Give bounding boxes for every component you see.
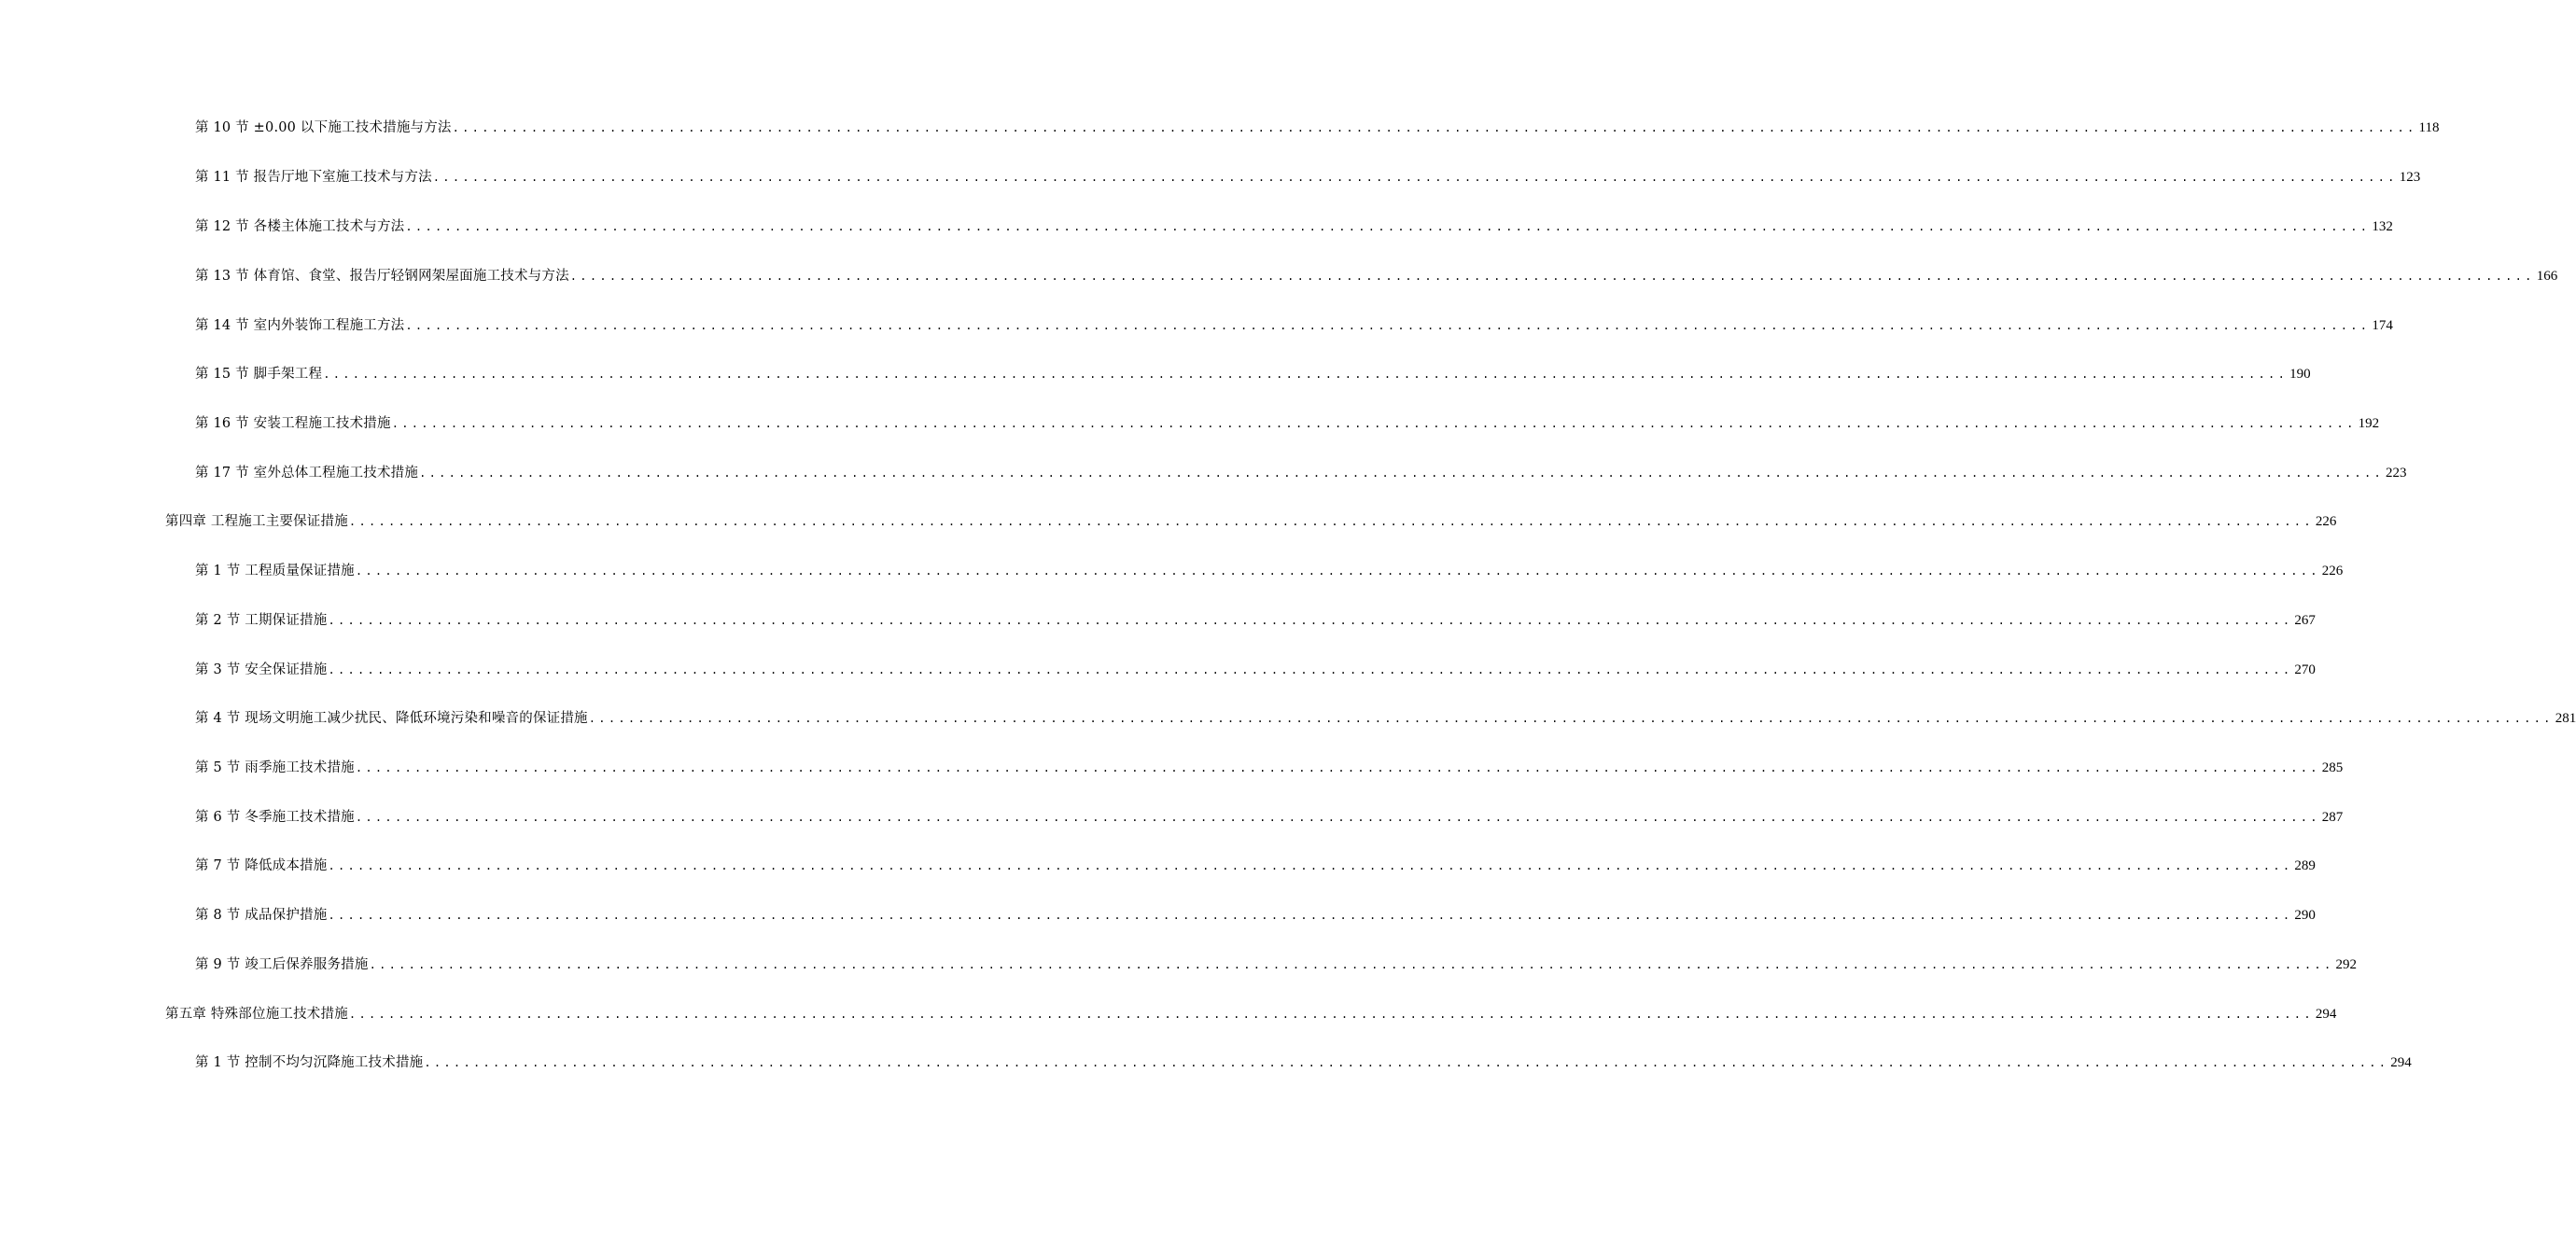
toc-page-number: 226: [2321, 564, 2344, 578]
toc-dot-leader: ........................................................................................................................................................................................................: [569, 270, 2535, 283]
toc-dot-leader: ........................................................................................................................................................................................................: [391, 417, 2357, 430]
toc-page-number: 118: [2418, 120, 2440, 135]
toc-page-number: 292: [2335, 957, 2357, 972]
toc-entry-title: 第 14 节 室内外装饰工程施工方法: [195, 318, 405, 333]
toc-entry-title: 第四章 工程施工主要保证措施: [165, 514, 348, 529]
toc-entry-title: 第 11 节 报告厅地下室施工技术与方法: [195, 170, 432, 185]
toc-entry-title: 第 8 节 成品保护措施: [195, 908, 328, 923]
toc-entry-title: 第 1 节 控制不均匀沉降施工技术措施: [195, 1055, 424, 1070]
toc-entry[interactable]: [195, 411, 2380, 436]
toc-entry-title: 第 7 节 降低成本措施: [195, 858, 328, 873]
toc-entry[interactable]: [195, 854, 2316, 878]
toc-entry[interactable]: [195, 264, 2558, 288]
toc-entry[interactable]: [195, 314, 2393, 338]
toc-entry[interactable]: [195, 165, 2421, 189]
toc-dot-leader: ........................................................................................................................................................................................................: [328, 663, 2293, 676]
toc-entry[interactable]: [195, 1051, 2412, 1075]
toc-dot-leader: ........................................................................................................................................................................................................: [369, 958, 2334, 971]
toc-entry-title: 第 1 节 工程质量保证措施: [195, 564, 355, 578]
toc-page-number: 267: [2294, 613, 2316, 628]
toc-entry-title: 第 15 节 脚手架工程: [195, 367, 323, 382]
toc-page-number: 123: [2399, 170, 2421, 185]
toc-entry[interactable]: [195, 953, 2357, 977]
toc-page-number: 294: [2315, 1007, 2337, 1022]
toc-entry[interactable]: [195, 805, 2344, 829]
toc-entry-title: 第 3 节 安全保证措施: [195, 662, 328, 677]
toc-dot-leader: ........................................................................................................................................................................................................: [452, 121, 2417, 134]
toc-entry[interactable]: [195, 706, 2576, 731]
toc-chapter-entry[interactable]: [165, 1002, 2337, 1026]
toc-page-number: 166: [2536, 269, 2558, 284]
toc-dot-leader: ........................................................................................................................................................................................................: [328, 614, 2293, 627]
toc-entry-title: 第 2 节 工期保证措施: [195, 613, 328, 628]
toc-page-number: 294: [2390, 1055, 2412, 1070]
toc-entry[interactable]: [195, 608, 2316, 633]
toc-entry-title: 第五章 特殊部位施工技术措施: [165, 1007, 348, 1022]
toc-entry-title: 第 17 节 室外总体工程施工技术措施: [195, 466, 419, 481]
toc-entry[interactable]: [195, 461, 2407, 485]
toc-dot-leader: ........................................................................................................................................................................................................: [588, 712, 2554, 725]
toc-page-number: 192: [2358, 416, 2380, 431]
toc-dot-leader: ........................................................................................................................................................................................................: [419, 467, 2384, 480]
toc-entry-title: 第 4 节 现场文明施工减少扰民、降低环境污染和噪音的保证措施: [195, 711, 588, 726]
toc-chapter-entry[interactable]: [165, 509, 2337, 534]
toc-page-number: 289: [2294, 858, 2316, 873]
toc-dot-leader: ........................................................................................................................................................................................................: [432, 171, 2398, 184]
toc-entry[interactable]: [195, 116, 2440, 140]
toc-page-number: 281: [2555, 711, 2576, 726]
toc-dot-leader: ........................................................................................................................................................................................................: [355, 811, 2320, 824]
toc-entry[interactable]: [195, 215, 2393, 239]
toc-entry-title: 第 6 节 冬季施工技术措施: [195, 810, 355, 825]
toc-dot-leader: ........................................................................................................................................................................................................: [328, 909, 2293, 922]
toc-dot-leader: ........................................................................................................................................................................................................: [355, 564, 2320, 578]
toc-entry[interactable]: [195, 362, 2311, 386]
toc-entry-title: 第 10 节 ±0.00 以下施工技术措施与方法: [195, 120, 452, 135]
toc-dot-leader: ........................................................................................................................................................................................................: [405, 319, 2371, 332]
toc-dot-leader: ........................................................................................................................................................................................................: [328, 859, 2293, 872]
toc-dot-leader: ........................................................................................................................................................................................................: [348, 1008, 2314, 1021]
toc-entry-title: 第 12 节 各楼主体施工技术与方法: [195, 219, 405, 234]
toc-entry-title: 第 9 节 竣工后保养服务措施: [195, 957, 369, 972]
toc-entry-title: 第 13 节 体育馆、食堂、报告厅轻钢网架屋面施工技术与方法: [195, 269, 569, 284]
toc-dot-leader: ........................................................................................................................................................................................................: [323, 368, 2289, 381]
toc-dot-leader: ........................................................................................................................................................................................................: [405, 220, 2371, 233]
toc-page-number: 287: [2321, 810, 2344, 825]
toc-entry[interactable]: [195, 559, 2344, 583]
toc-entry[interactable]: [195, 658, 2316, 682]
toc-page-number: 226: [2315, 514, 2337, 529]
toc-entry-title: 第 16 节 安装工程施工技术措施: [195, 416, 391, 431]
toc-entry[interactable]: [195, 756, 2344, 780]
toc-dot-leader: ........................................................................................................................................................................................................: [424, 1056, 2389, 1069]
toc-page-number: 132: [2372, 219, 2393, 234]
toc-dot-leader: ........................................................................................................................................................................................................: [355, 761, 2320, 774]
toc-page-number: 223: [2386, 466, 2407, 481]
toc-page-number: 174: [2372, 318, 2393, 333]
toc-entry-title: 第 5 节 雨季施工技术措施: [195, 760, 355, 775]
toc-page-number: 270: [2294, 662, 2316, 677]
toc-page-number: 290: [2294, 908, 2316, 923]
toc-page-number: 285: [2321, 760, 2344, 775]
toc-entry[interactable]: [195, 903, 2316, 927]
toc-page-number: 190: [2289, 367, 2311, 382]
toc-dot-leader: ........................................................................................................................................................................................................: [348, 515, 2314, 528]
